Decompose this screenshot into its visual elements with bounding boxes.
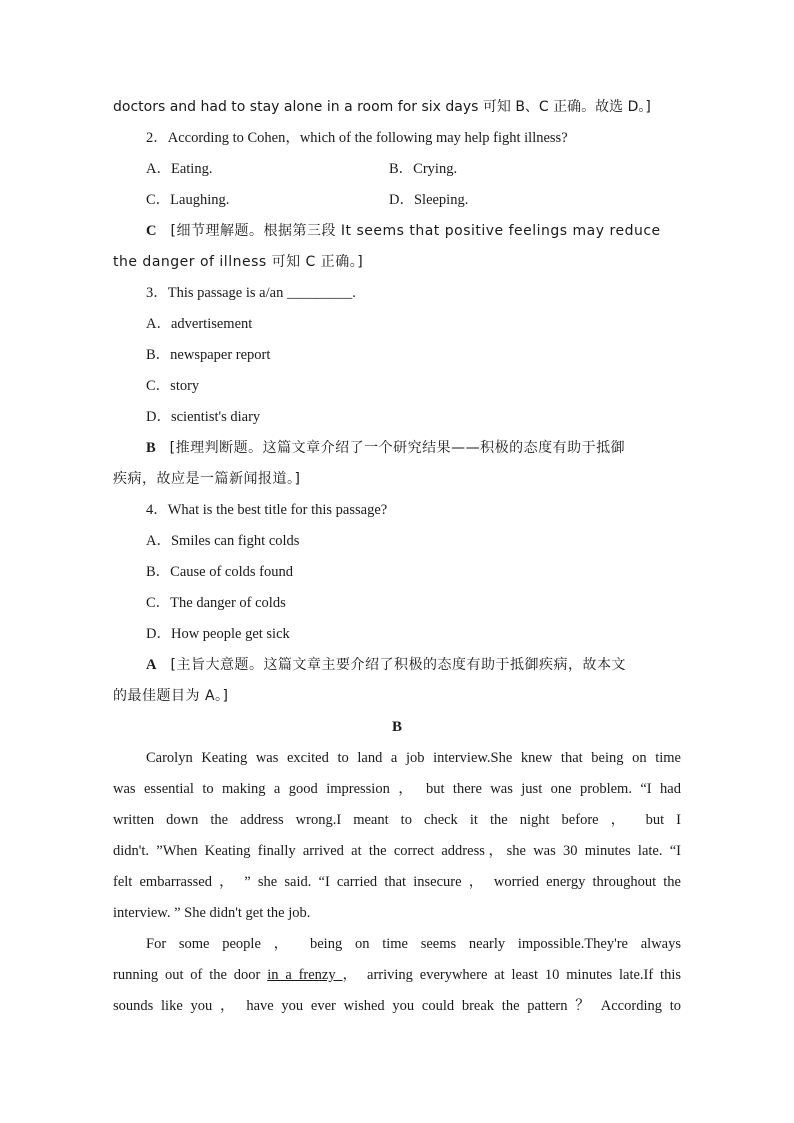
paragraph-line: was essential to making a good impression ， but there was just one problem. “I had [113, 781, 681, 797]
paragraph-line: Carolyn Keating was excited to land a job interview.She knew that being on time [146, 750, 681, 766]
paragraph-line: sounds like you ， have you ever wished you could break the pattern ？ According to [113, 998, 681, 1014]
q3-explanation-2: 疾病，故应是一篇新闻报道。] [113, 471, 301, 487]
q4-answer-letter: A [146, 657, 157, 673]
underlined-phrase: in a frenzy [267, 967, 343, 983]
q1-explanation-tail: doctors and had to stay alone in a room for six days 可知 B、C 正确。故选 D。] [113, 99, 651, 115]
paragraph-line: For some people ， being on time seems nearly impossible.They're always [146, 936, 681, 952]
q3-option-d: D．scientist's diary [146, 409, 261, 425]
q2-option-b: B．Crying. [389, 161, 458, 177]
q4-explanation-2: 的最佳题目为 A。] [113, 688, 229, 704]
q2-answer-letter: C [146, 223, 157, 239]
q2-option-c: C．Laughing. [146, 192, 230, 208]
q3-answer-letter: B [146, 440, 156, 456]
q2-explanation-1: [细节理解题。根据第三段 It seems that positive feelings may reduce [170, 223, 661, 239]
q3-explanation-1: [推理判断题。这篇文章介绍了一个研究结果——积极的态度有助于抵御 [169, 440, 626, 456]
paragraph-text: ， arriving everywhere at least 10 minutes late.If this [342, 967, 681, 983]
paragraph-line: interview. ” She didn't get the job. [113, 905, 311, 921]
q2-options-row-1 [113, 154, 681, 185]
section-b-paragraph-1 [113, 743, 681, 929]
q2-stem: 2．According to Cohen，which of the following may help fight illness? [146, 130, 568, 146]
q4-option-d: D．How people get sick [146, 626, 290, 642]
q3-option-c: C．story [146, 378, 200, 394]
q4-explanation-1: [主旨大意题。这篇文章主要介绍了积极的态度有助于抵御疾病，故本文 [170, 657, 626, 673]
q2-option-d: D．Sleeping. [389, 192, 469, 208]
q2-answer-line-1 [113, 216, 681, 247]
q2-options-row-2 [113, 185, 681, 216]
q3-answer-line-1 [113, 433, 681, 464]
paragraph-text: running out of the door [113, 967, 268, 983]
q3-option-a: A．advertisement [146, 316, 253, 332]
section-b-title: B [391, 719, 402, 735]
q2-explanation-2: the danger of illness 可知 C 正确。] [113, 254, 364, 270]
q4-answer-line-1 [113, 650, 681, 681]
paragraph-line: didn't. ”When Keating finally arrived at the correct address，she was 30 minutes late. “I [113, 843, 681, 859]
q4-option-c: C．The danger of colds [146, 595, 286, 611]
paragraph-line-with-underline [113, 960, 681, 991]
section-b-paragraph-2 [113, 929, 681, 1022]
q2-option-a: A．Eating. [146, 161, 213, 177]
q4-option-b: B．Cause of colds found [146, 564, 293, 580]
q4-stem: 4．What is the best title for this passage? [146, 502, 388, 518]
q3-option-b: B．newspaper report [146, 347, 271, 363]
document-page [113, 92, 681, 1022]
paragraph-line: written down the address wrong.I meant to check it the night before ， but I [113, 812, 681, 828]
paragraph-line: felt embarrassed ， ” she said. “I carried that insecure ， worried energy throughout the [113, 874, 681, 890]
q4-option-a: A．Smiles can fight colds [146, 533, 300, 549]
q3-stem: 3．This passage is a/an _________. [146, 285, 356, 301]
